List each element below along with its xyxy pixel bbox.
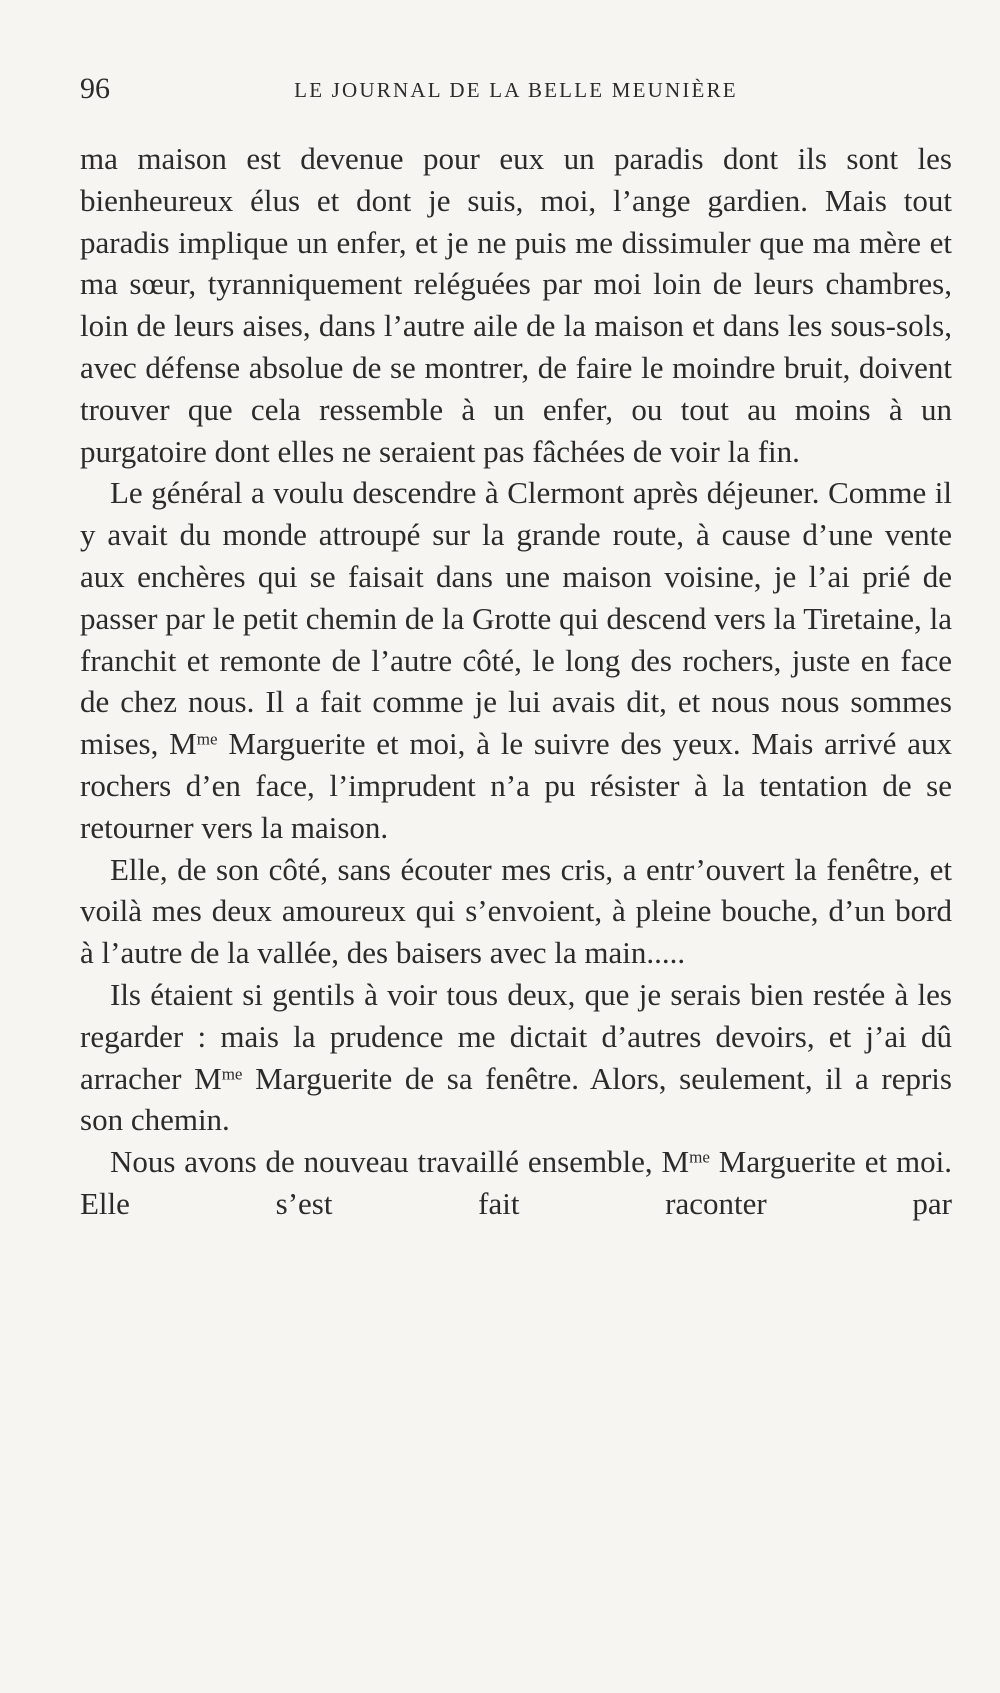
page-header	[80, 72, 952, 112]
paragraph-3: Elle, de son côté, sans écouter mes cris, a entr’ouvert la fenêtre, et voilà mes deux amoureux qui s’envoient, à pleine bouche, d’un bord à l’autre de la vallée, des baisers avec la main.....	[80, 851, 952, 971]
page-number: 96	[80, 72, 110, 105]
running-title: LE JOURNAL DE LA BELLE MEUNIÈRE	[294, 78, 738, 102]
body-text	[80, 138, 952, 1225]
paragraph-5: Nous avons de nouveau travaillé ensemble, $M^{me}$ Marguerite et moi. Elle s’est fait raconter par	[80, 1144, 952, 1221]
paragraph-1: ma maison est devenue pour eux un paradis dont ils sont les bienheureux élus et dont je suis, moi, l’ange gardien. Mais tout paradis implique un enfer, et je ne puis me dissimuler que ma mère et ma sœur, tyranniquement reléguées par moi loin de leurs chambres, loin de leurs aises, dans l’autre aile de la maison et dans les sous-sols, avec défense absolue de se montrer, de faire le moindre bruit, doivent trouver que cela ressemble à un enfer, ou tout au moins à un purgatoire dont elles ne seraient pas fâchées de voir la fin.	[80, 141, 952, 469]
paragraph-4: Ils étaient si gentils à voir tous deux, que je serais bien restée à les regarder : mais la prudence me dictait d’autres devoirs, et j’ai dû arracher $M^{me}$ Marguerite de sa fenêtre. Alors, seulement, il a repris son chemin.	[80, 976, 952, 1138]
paragraph-2: Le général a voulu descendre à Clermont après déjeuner. Comme il y avait du monde attroupé sur la grande route, à cause d’une vente aux enchères qui se faisait dans une maison voisine, je l’ai prié de passer par le petit chemin de la Grotte qui descend vers la Tiretaine, la franchit et remonte de l’autre côté, le long des rochers, juste en face de chez nous. Il a fait comme je lui avais dit, et nous nous sommes mises, $M^{me}$ Marguerite et moi, à le suivre des yeux. Mais arrivé aux rochers d’en face, l’imprudent n’a pu résister à la tentation de se retourner vers la maison.	[80, 475, 952, 845]
